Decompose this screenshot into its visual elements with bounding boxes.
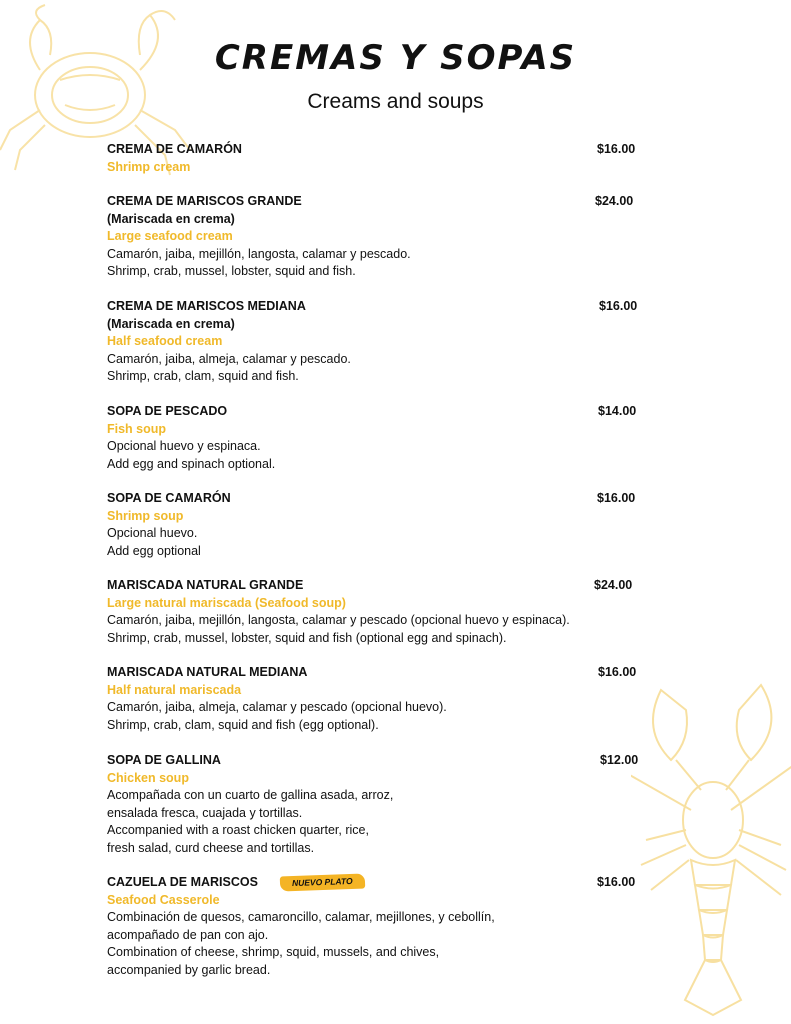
item-description: acompañado de pan con ajo. [107,927,269,942]
lobster-illustration-icon [631,670,791,1024]
item-name: SOPA DE PESCADO [107,404,228,418]
item-english-name: Shrimp cream [107,159,191,174]
item-description: Camarón, jaiba, mejillón, langosta, calamar y pescado. [107,246,411,261]
item-description: Shrimp, crab, mussel, lobster, squid and fish. [107,264,356,278]
item-name-secondary: (Mariscada en crema) [107,211,235,226]
item-english-name: Half seafood cream [107,334,223,348]
item-description: Add egg optional [107,543,201,558]
item-price: $12.00 [600,753,639,767]
menu-item [107,403,647,473]
item-name: MARISCADA NATURAL MEDIANA [107,665,308,679]
item-price: $24.00 [595,194,634,208]
item-description: Shrimp, crab, clam, squid and fish (egg optional). [107,717,379,732]
item-english-name: Chicken soup [107,770,189,785]
item-description: accompanied by garlic bread. [107,962,271,977]
menu-item [107,298,647,386]
item-name: CREMA DE CAMARÓN [107,142,242,156]
menu-item [107,752,647,857]
item-description: Camarón, jaiba, almeja, calamar y pescado (opcional huevo). [107,700,447,714]
new-dish-badge: NUEVO PLATO [280,874,365,892]
item-name: MARISCADA NATURAL GRANDE [107,578,304,592]
item-english-name: Seafood Casserole [107,892,220,907]
menu-item [107,664,647,734]
item-description: fresh salad, curd cheese and tortillas. [107,840,315,855]
item-price: $16.00 [597,491,636,505]
menu-item [107,141,647,176]
item-name: SOPA DE GALLINA [107,753,221,767]
item-description: Camarón, jaiba, almeja, calamar y pescado. [107,351,351,366]
item-description: Accompanied with a roast chicken quarter, rice, [107,823,369,837]
item-description: Camarón, jaiba, mejillón, langosta, calamar y pescado (opcional huevo y espinaca). [107,613,570,627]
item-price: $16.00 [598,665,637,679]
item-english-name: Fish soup [107,421,167,436]
item-description: Shrimp, crab, clam, squid and fish. [107,369,299,383]
item-description: ensalada fresca, cuajada y tortillas. [107,805,303,820]
item-name: CREMA DE MARISCOS GRANDE [107,194,302,208]
item-name-secondary: (Mariscada en crema) [107,316,235,331]
item-name: CREMA DE MARISCOS MEDIANA [107,299,306,313]
menu-item [107,874,647,979]
item-english-name: Half natural mariscada [107,682,242,697]
item-name-text: CAZUELA DE MARISCOS [107,875,258,889]
item-description: Add egg and spinach optional. [107,456,276,471]
item-description: Combination of cheese, shrimp, squid, mussels, and chives, [107,945,440,959]
item-price: $16.00 [599,299,638,313]
page-title: CREMAS Y SOPAS [214,38,577,78]
menu-item [107,193,647,281]
item-description: Shrimp, crab, mussel, lobster, squid and fish (optional egg and spinach). [107,630,507,645]
item-description: Acompañada con un cuarto de gallina asada, arroz, [107,788,394,802]
item-price: $24.00 [594,578,633,592]
item-name: SOPA DE CAMARÓN [107,491,231,505]
item-description: Opcional huevo. [107,526,198,540]
item-price: $14.00 [598,404,637,418]
page-subtitle: Creams and soups [307,90,484,113]
item-price: $16.00 [597,142,636,156]
item-english-name: Shrimp soup [107,508,184,523]
item-name [107,874,647,892]
item-english-name: Large seafood cream [107,229,233,243]
item-description: Opcional huevo y espinaca. [107,439,261,453]
item-description: Combinación de quesos, camaroncillo, calamar, mejillones, y cebollín, [107,910,495,924]
item-price: $16.00 [597,875,636,889]
item-english-name: Large natural mariscada (Seafood soup) [107,595,346,610]
menu-item [107,577,647,647]
menu-item [107,490,647,560]
